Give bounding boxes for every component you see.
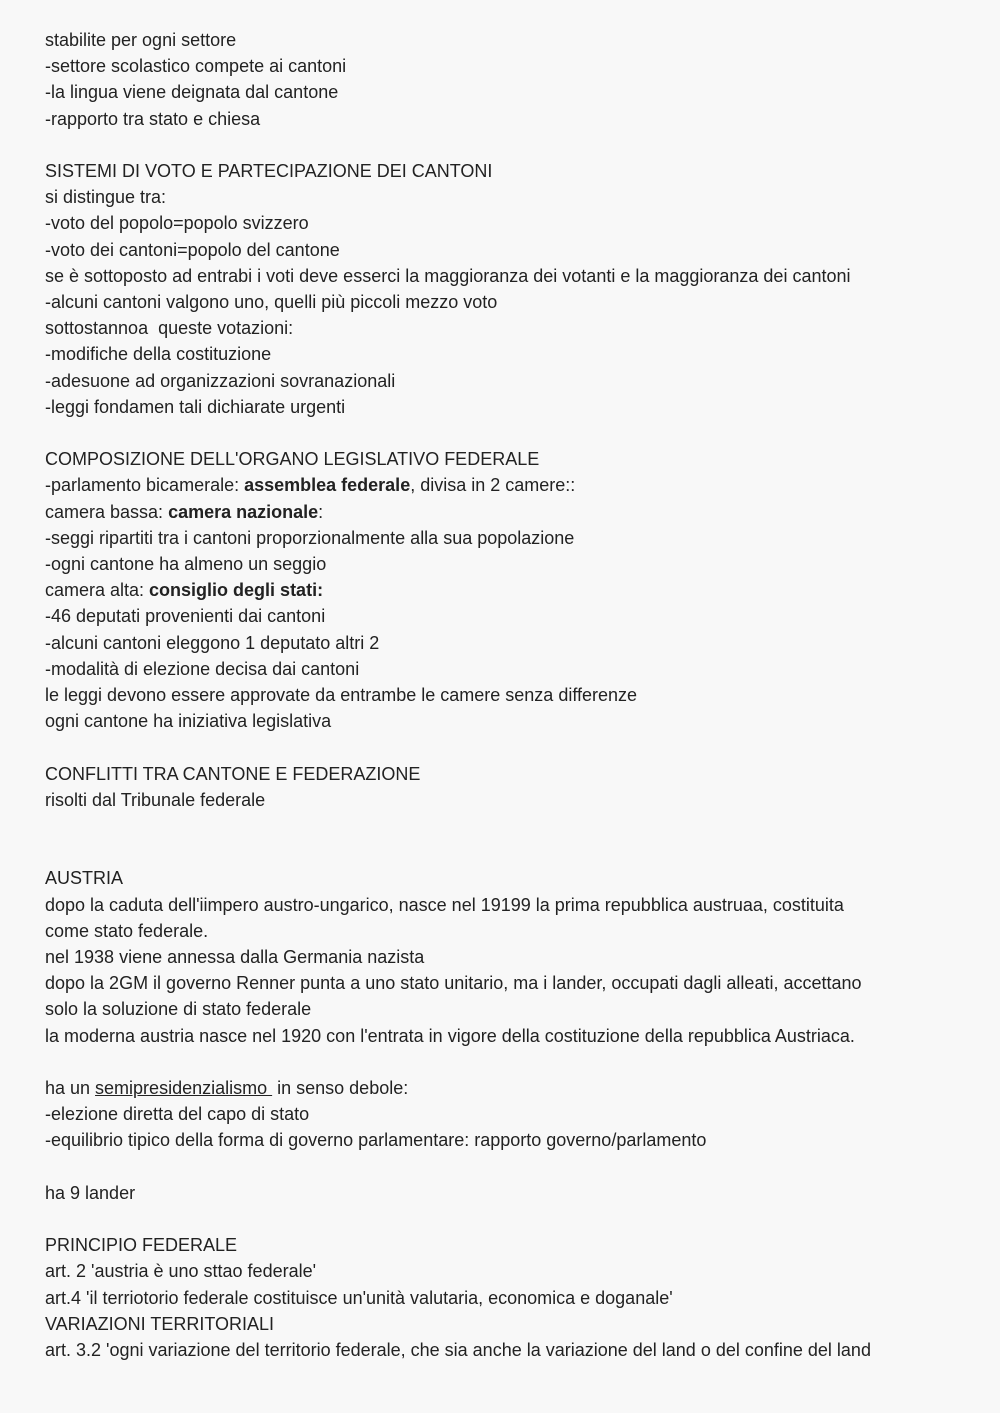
text-line: si distingue tra: [45,187,167,208]
blank-line [45,1206,965,1232]
text-line: art.4 'il terriotorio federale costituisce un'unità valutaria, economica e doganale' [45,1287,673,1308]
text-line: art. 2 'austria è uno sttao federale' [45,1261,317,1282]
text-line: -rapporto tra stato e chiesa [45,108,261,129]
text-line: -ogni cantone ha almeno un seggio [45,554,327,575]
text-fragment: camera bassa: [45,501,169,522]
section-heading-voto: SISTEMI DI VOTO E PARTECIPAZIONE DEI CANTONI [45,161,493,181]
section-heading-conflitti: CONFLITTI TRA CANTONE E FEDERAZIONE [45,763,421,784]
text-line-camera-alta [45,577,965,603]
blank-line [45,1154,965,1180]
text-fragment: -parlamento bicamerale: [45,475,245,496]
text-line: -46 deputati provenienti dai cantoni [45,606,326,627]
text-line: dopo la caduta dell'iimpero austro-ungarico, nasce nel 19199 la prima repubblica austruaa, costituita [45,894,844,915]
text-line-semipresidenzialismo [45,1075,965,1101]
text-line: -la lingua viene deignata dal cantone [45,82,339,103]
text-line: nel 1938 viene annessa dalla Germania nazista [45,947,425,968]
text-line: -settore scolastico compete ai cantoni [45,56,347,77]
section-heading-variazioni: VARIAZIONI TERRITORIALI [45,1313,275,1334]
text-line: -voto del popolo=popolo svizzero [45,213,309,234]
text-fragment: ha un [45,1078,96,1099]
text-line: -leggi fondamen tali dichiarate urgenti [45,396,346,417]
bold-term-assemblea: assemblea federale [244,475,411,496]
text-line: se è sottoposto ad entrabi i voti deve esserci la maggioranza dei votanti e la maggioranza dei cantoni [45,265,851,286]
text-line: stabilite per ogni settore [45,30,237,50]
section-heading-austria: AUSTRIA [45,868,124,889]
section-heading-principio: PRINCIPIO FEDERALE [45,1235,238,1256]
blank-line [45,132,965,158]
text-line: -alcuni cantoni eleggono 1 deputato altri 2 [45,632,380,653]
text-line: la moderna austria nasce nel 1920 con l'entrata in vigore della costituzione della repubblica Austriaca. [45,1025,855,1046]
bold-term-consiglio-stati: consiglio degli stati: [149,580,324,601]
blank-lines [45,813,965,865]
blank-line [45,420,965,446]
bold-term-camera-nazionale: camera nazionale [168,501,319,522]
text-fragment: , divisa in 2 camere:: [410,475,576,496]
section-heading-composizione: COMPOSIZIONE DELL'ORGANO LEGISLATIVO FEDERALE [45,449,540,470]
text-fragment: camera alta: [45,580,150,601]
document-page [45,27,965,1363]
text-line: sottostannoa queste votazioni: [45,318,294,339]
text-fragment: in senso debole: [272,1078,409,1099]
text-line: -voto dei cantoni=popolo del cantone [45,239,340,260]
blank-line [45,734,965,760]
text-line-parlamento [45,472,965,498]
text-line: risolti dal Tribunale federale [45,789,266,810]
text-line: art. 3.2 'ogni variazione del territorio federale, che sia anche la variazione del land o del confine del land [45,1340,871,1361]
text-line: solo la soluzione di stato federale [45,999,312,1020]
text-line: -equilibrio tipico della forma di governo parlamentare: rapporto governo/parlamento [45,1130,707,1151]
text-line: le leggi devono essere approvate da entrambe le camere senza differenze [45,685,638,706]
text-line: -adesuone ad organizzazioni sovranazionali [45,370,396,391]
text-line-camera-bassa [45,499,965,525]
text-fragment: : [318,501,324,522]
text-line: come stato federale. [45,920,209,941]
text-line: -modifiche della costituzione [45,344,272,365]
text-line-lander: ha 9 lander [45,1182,136,1203]
text-line: -modalità di elezione decisa dai cantoni [45,658,360,679]
text-line: -alcuni cantoni valgono uno, quelli più piccoli mezzo voto [45,292,498,313]
text-line: ogni cantone ha iniziativa legislativa [45,711,332,732]
text-line: -elezione diretta del capo di stato [45,1104,310,1125]
underlined-term-semipresidenzialismo: semipresidenzialismo [95,1078,273,1099]
blank-line [45,1049,965,1075]
text-line: -seggi ripartiti tra i cantoni proporzionalmente alla sua popolazione [45,527,575,548]
text-line: dopo la 2GM il governo Renner punta a uno stato unitario, ma i lander, occupati dagli alleati, accettano [45,973,862,994]
